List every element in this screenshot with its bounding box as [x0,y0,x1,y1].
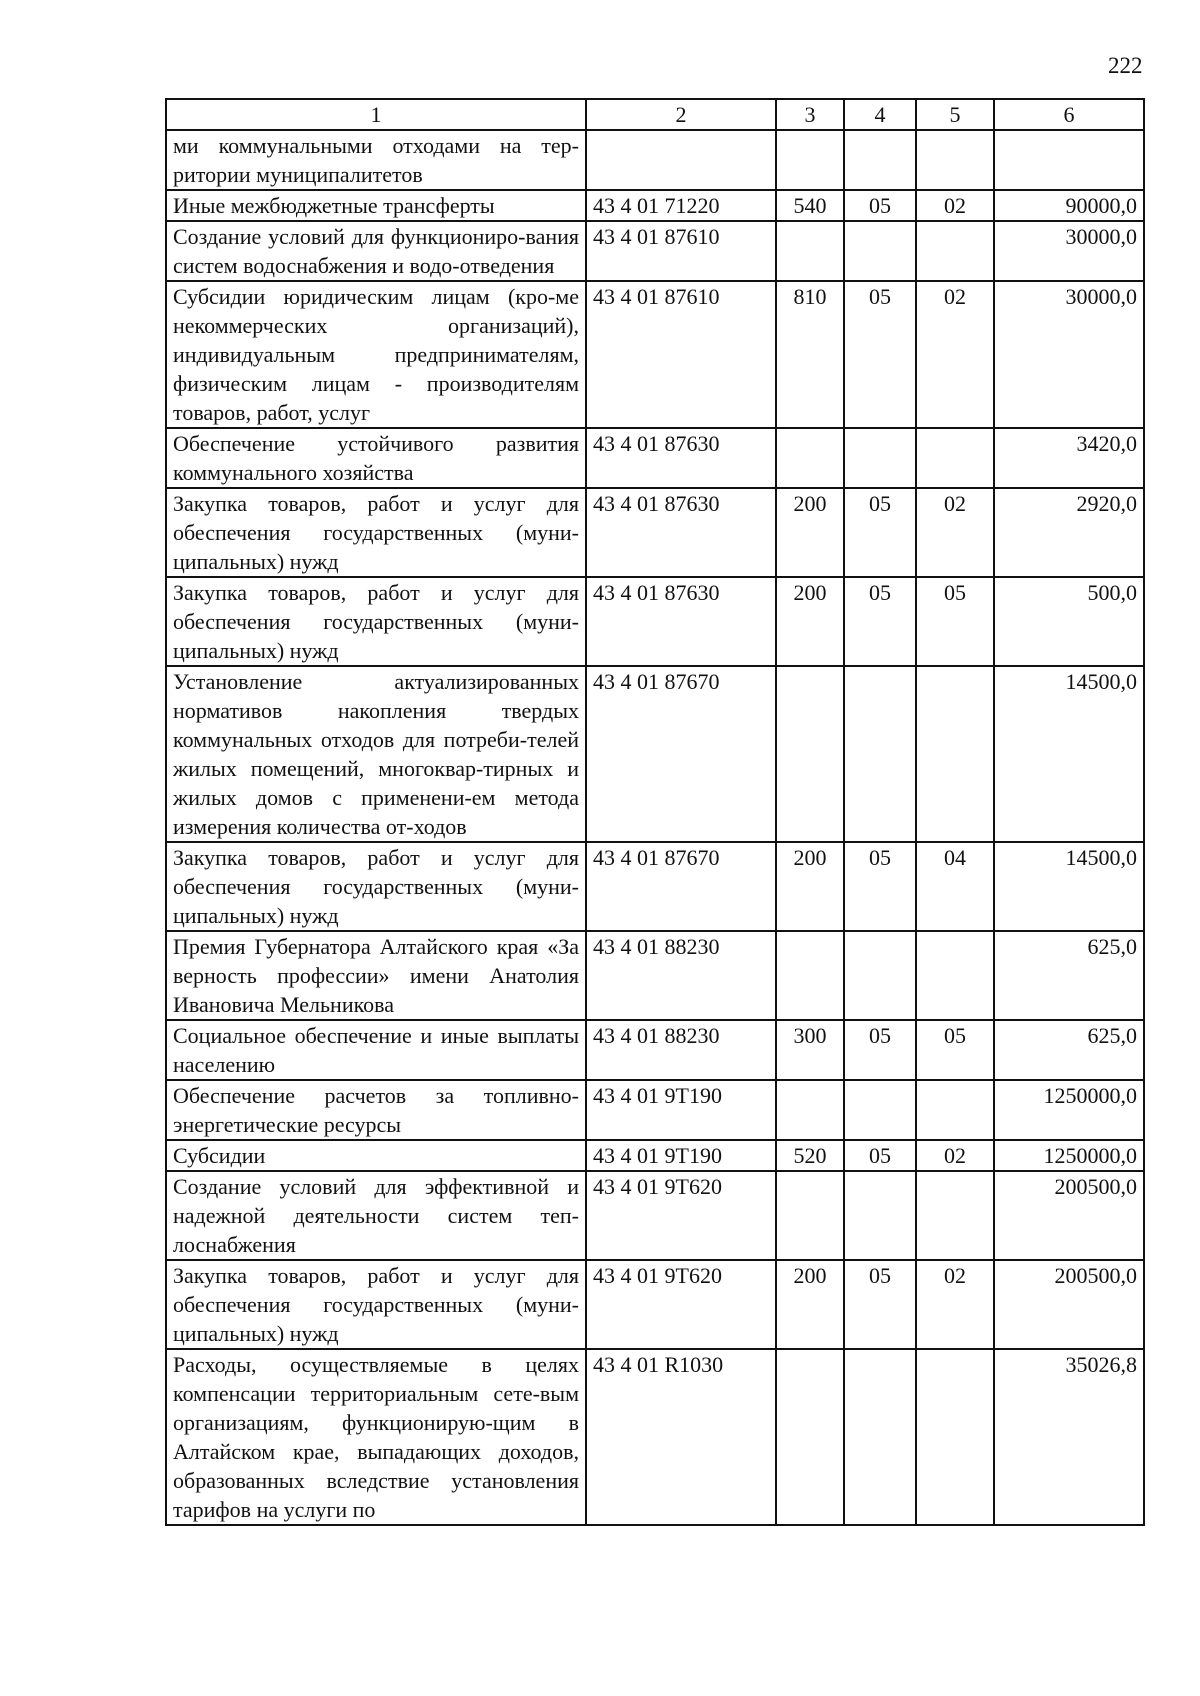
item-code-cell: 43 4 01 87630 [586,577,776,666]
table-row [166,221,1144,281]
expense-type-cell: 810 [776,281,844,428]
expense-type-cell: 520 [776,1140,844,1171]
item-name-cell: Создание условий для эффективной и надежной деятельности систем теп-лоснабжения [166,1171,586,1260]
expense-type-cell [776,931,844,1020]
expense-type-cell: 200 [776,1260,844,1349]
item-code-cell: 43 4 01 71220 [586,190,776,221]
subsection-cell [916,1080,994,1140]
amount-cell: 1250000,0 [994,1080,1144,1140]
item-name-cell: Создание условий для функциониро-вания систем водоснабжения и водо-отведения [166,221,586,281]
item-name-cell: Закупка товаров, работ и услуг для обеспечения государственных (муни-ципальных) нужд [166,1260,586,1349]
section-cell: 05 [844,842,916,931]
item-name-cell: Установление актуализированных нормативов накопления твердых коммунальных отходов для потреби-телей жилых помещений, многоквар-тирных и жилых домов с применени-ем метода измерения количества от-ходов [166,666,586,842]
table-row [166,428,1144,488]
subsection-cell: 05 [916,577,994,666]
amount-cell: 14500,0 [994,842,1144,931]
expense-type-cell [776,221,844,281]
section-cell [844,666,916,842]
amount-cell: 30000,0 [994,281,1144,428]
amount-cell: 625,0 [994,931,1144,1020]
amount-cell: 14500,0 [994,666,1144,842]
subsection-cell [916,130,994,190]
item-code-cell: 43 4 01 9Т620 [586,1260,776,1349]
amount-cell: 90000,0 [994,190,1144,221]
subsection-cell: 04 [916,842,994,931]
table-row [166,666,1144,842]
subsection-cell [916,931,994,1020]
subsection-cell [916,428,994,488]
section-cell [844,931,916,1020]
item-code-cell [586,130,776,190]
item-code-cell: 43 4 01 87670 [586,842,776,931]
item-name-cell: Иные межбюджетные трансферты [166,190,586,221]
expense-type-cell: 540 [776,190,844,221]
item-name-cell: Субсидии юридическим лицам (кро-ме некоммерческих организаций), индивидуальным предпринимателям, физическим лицам - производителям товаров, работ, услуг [166,281,586,428]
subsection-cell: 02 [916,1140,994,1171]
section-cell: 05 [844,190,916,221]
item-code-cell: 43 4 01 87610 [586,221,776,281]
subsection-cell: 02 [916,281,994,428]
item-name-cell: Закупка товаров, работ и услуг для обеспечения государственных (муни-ципальных) нужд [166,488,586,577]
section-cell [844,428,916,488]
expense-type-cell: 200 [776,842,844,931]
table-row [166,1349,1144,1525]
table-body [166,130,1144,1525]
section-cell: 05 [844,1260,916,1349]
table-header [166,99,1144,130]
amount-cell: 200500,0 [994,1171,1144,1260]
item-name-cell: Обеспечение расчетов за топливно-энергетические ресурсы [166,1080,586,1140]
expense-type-cell [776,428,844,488]
item-name-cell: Расходы, осуществляемые в целях компенсации территориальным сете-вым организациям, функционирую-щим в Алтайском крае, выпадающих доходов, образованных вследствие установления тарифов на услуги по [166,1349,586,1525]
item-name-cell: Обеспечение устойчивого развития коммунального хозяйства [166,428,586,488]
header-row [166,99,1144,130]
item-code-cell: 43 4 01 9Т190 [586,1140,776,1171]
subsection-cell [916,1171,994,1260]
subsection-cell [916,666,994,842]
item-name-cell: Социальное обеспечение и иные выплаты населению [166,1020,586,1080]
subsection-cell: 05 [916,1020,994,1080]
table-row [166,842,1144,931]
table-row [166,1020,1144,1080]
item-name-cell: Субсидии [166,1140,586,1171]
section-cell [844,130,916,190]
item-code-cell: 43 4 01 R1030 [586,1349,776,1525]
item-code-cell: 43 4 01 9Т620 [586,1171,776,1260]
amount-cell: 35026,8 [994,1349,1144,1525]
item-code-cell: 43 4 01 87630 [586,428,776,488]
amount-cell: 2920,0 [994,488,1144,577]
section-cell [844,1171,916,1260]
amount-cell: 30000,0 [994,221,1144,281]
expense-type-cell [776,1349,844,1525]
amount-cell: 3420,0 [994,428,1144,488]
item-name-cell: Закупка товаров, работ и услуг для обеспечения государственных (муни-ципальных) нужд [166,842,586,931]
section-cell: 05 [844,488,916,577]
expense-type-cell [776,130,844,190]
expense-type-cell: 200 [776,577,844,666]
table-row [166,488,1144,577]
item-code-cell: 43 4 01 87610 [586,281,776,428]
item-code-cell: 43 4 01 88230 [586,1020,776,1080]
subsection-cell [916,1349,994,1525]
item-name-cell: Премия Губернатора Алтайского края «За верность профессии» имени Анатолия Ивановича Мельникова [166,931,586,1020]
section-cell: 05 [844,1140,916,1171]
subsection-cell: 02 [916,1260,994,1349]
amount-cell: 500,0 [994,577,1144,666]
table-row [166,931,1144,1020]
column-header: 3 [776,99,844,130]
table-row [166,577,1144,666]
section-cell: 05 [844,577,916,666]
page-number: 222 [1108,53,1143,78]
column-header: 5 [916,99,994,130]
item-name-cell: ми коммунальными отходами на тер-ритории муниципалитетов [166,130,586,190]
amount-cell: 200500,0 [994,1260,1144,1349]
table-row [166,1171,1144,1260]
table-row [166,1080,1144,1140]
item-code-cell: 43 4 01 9Т190 [586,1080,776,1140]
amount-cell: 625,0 [994,1020,1144,1080]
column-header: 1 [166,99,586,130]
expense-type-cell [776,1171,844,1260]
subsection-cell: 02 [916,190,994,221]
subsection-cell: 02 [916,488,994,577]
section-cell [844,221,916,281]
item-code-cell: 43 4 01 88230 [586,931,776,1020]
column-header: 4 [844,99,916,130]
table-row [166,1260,1144,1349]
section-cell [844,1080,916,1140]
column-header: 6 [994,99,1144,130]
expense-type-cell [776,1080,844,1140]
table-row [166,190,1144,221]
amount-cell: 1250000,0 [994,1140,1144,1171]
section-cell: 05 [844,1020,916,1080]
subsection-cell [916,221,994,281]
table-row [166,1140,1144,1171]
section-cell [844,1349,916,1525]
expense-type-cell: 200 [776,488,844,577]
expense-type-cell: 300 [776,1020,844,1080]
section-cell: 05 [844,281,916,428]
table-row [166,281,1144,428]
table-row [166,130,1144,190]
item-code-cell: 43 4 01 87670 [586,666,776,842]
column-header: 2 [586,99,776,130]
item-code-cell: 43 4 01 87630 [586,488,776,577]
expense-type-cell [776,666,844,842]
budget-table [165,98,1145,1526]
item-name-cell: Закупка товаров, работ и услуг для обеспечения государственных (муни-ципальных) нужд [166,577,586,666]
amount-cell [994,130,1144,190]
